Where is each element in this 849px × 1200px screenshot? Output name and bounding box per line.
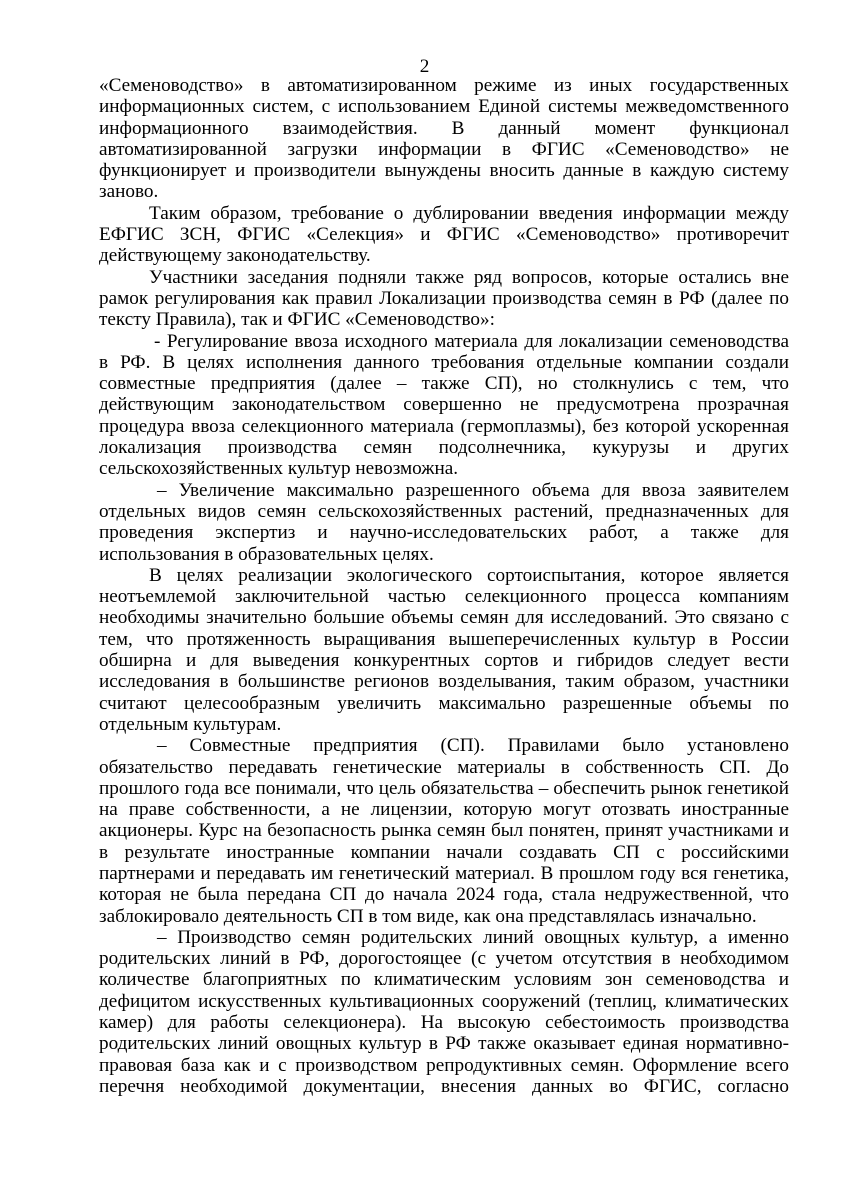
paragraph-ecological-testing: В целях реализации экологического сортоиспытания, которое является неотъемлемой заключительной частью селекционного процесса компаниям необходимы значительно большие объемы семян для исследований. Это связано с тем, что протяженность выращивания вышеперечисленных культур в России обширна и для выведения конкурентных сортов и гибридов следует вести исследования в большинстве регионов возделывания, таким образом, участники считают целесообразным увеличить максимально разрешенные объемы по отдельным культурам. (99, 564, 789, 735)
paragraph-joint-ventures: – Совместные предприятия (СП). Правилами было установлено обязательство передавать генетические материалы в собственность СП. До прошлого года все понимали, что цель обязательства – обеспечить рынок генетикой на праве собственности, а не лицензии, которую могут отозвать иностранные акционеры. Курс на безопасность рынка семян был понятен, принят участниками и в результате иностранные компании начали создавать СП с российскими партнерами и передавать им генетический материал. В прошлом году вся генетика, которая не была передана СП до начала 2024 года, стала недружественной, что заблокировало деятельность СП в том виде, как она представлялась изначально. (99, 735, 789, 927)
paragraph-import-volume: – Увеличение максимально разрешенного объема для ввоза заявителем отдельных видов семян сельскохозяйственных растений, предназначенных для проведения экспертиз и научно-исследовательских работ, а также для использования в образовательных целях. (99, 479, 789, 565)
paragraph-parental-lines: – Производство семян родительских линий овощных культур, а именно родительских линий в РФ, дорогостоящее (с учетом отсутствия в необходимом количестве благоприятных по климатическим условиям зон семеноводства и дефицитом искусственных культивационных сооружений (теплиц, климатических камер) для работы селекционера). На высокую себестоимость производства родительских линий овощных культур в РФ также оказывает единая нормативно-правовая база как и с производством репродуктивных семян. Оформление всего перечня необходимой документации, внесения данных во ФГИС, согласно (99, 926, 789, 1097)
paragraph-meeting-issues: Участники заседания подняли также ряд вопросов, которые остались вне рамок регулирования как правил Локализации производства семян в РФ (далее по тексту Правила), так и ФГИС «Семеноводство»: (99, 266, 789, 331)
paragraph-seed-system-integration: «Семеноводство» в автоматизированном режиме из иных государственных информационных систем, с использованием Единой системы межведомственного информационного взаимодействия. В данный момент функционал автоматизированной загрузки информации в ФГИС «Семеноводство» не функционирует и производители вынуждены вносить данные в каждую систему заново. (99, 75, 789, 203)
paragraph-duplication-conclusion: Таким образом, требование о дублировании введения информации между ЕФГИС ЗСН, ФГИС «Селекция» и ФГИС «Семеноводство» противоречит действующему законодательству. (99, 202, 789, 267)
paragraph-import-regulation: - Регулирование ввоза исходного материала для локализации семеноводства в РФ. В целях исполнения данного требования отдельные компании создали совместные предприятия (далее – также СП), но столкнулись с тем, что действующим законодательством совершенно не предусмотрена прозрачная процедура ввоза селекционного материала (гермоплазмы), без которой ускоренная локализация производства семян подсолнечника, кукурузы и других сельскохозяйственных культур невозможна. (99, 330, 789, 480)
document-body (99, 75, 789, 1097)
page-number: 2 (419, 56, 430, 77)
